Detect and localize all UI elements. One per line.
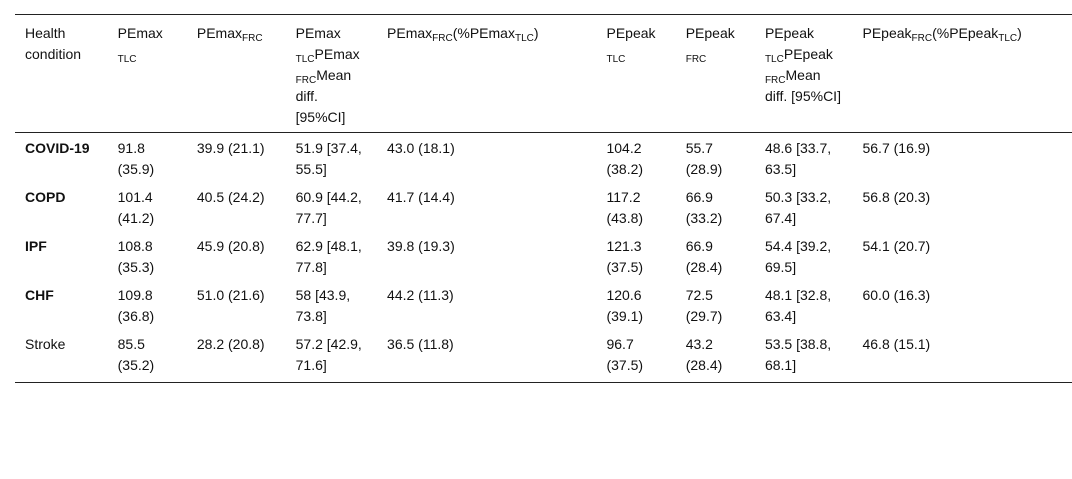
header-pepeak-tlc: PEpeak $_{TLC}$: [606, 25, 656, 65]
cell-pemax-percent: 39.8 (19.3): [387, 238, 455, 254]
cell-pepeak-diff: 54.4 [39.2, 69.5]: [764, 238, 832, 275]
table-body: [15, 133, 1072, 383]
cell-pepeak-diff: 53.5 [38.8, 68.1]: [764, 336, 832, 373]
header-pepeak-percent: PEpeak$_{FRC}$(%PEpeak$_{TLC}$): [862, 25, 1022, 44]
cell-pepeak-tlc: 117.2 (43.8): [606, 189, 644, 226]
table-row: [15, 231, 1072, 280]
cell-pemax-diff: 51.9 [37.4, 55.5]: [295, 140, 362, 177]
cell-pemax-frc: 28.2 (20.8): [196, 336, 265, 352]
cell-pemax-frc: 40.5 (24.2): [196, 189, 265, 205]
cell-pepeak-diff: 48.6 [33.7, 63.5]: [764, 140, 832, 177]
cell-pepeak-frc: 66.9 (33.2): [685, 189, 723, 226]
cell-pepeak-percent: 54.1 (20.7): [862, 238, 931, 254]
cell-pepeak-frc: 55.7 (28.9): [685, 140, 723, 177]
cell-pepeak-diff: 50.3 [33.2, 67.4]: [764, 189, 832, 226]
header-health-condition: Health condition: [25, 25, 82, 62]
cell-pemax-diff: 62.9 [48.1, 77.8]: [295, 238, 362, 275]
cell-pemax-tlc: 108.8 (35.3): [117, 238, 155, 275]
cell-pemax-percent: 44.2 (11.3): [387, 287, 454, 303]
cell-condition: COVID-19: [25, 140, 90, 156]
cell-pemax-tlc: 109.8 (36.8): [117, 287, 155, 324]
header-pemax-percent: PEmax$_{FRC}$(%PEmax$_{TLC}$): [387, 25, 539, 44]
cell-pemax-tlc: 85.5 (35.2): [117, 336, 155, 373]
cell-pemax-frc: 45.9 (20.8): [196, 238, 265, 254]
cell-pepeak-diff: 48.1 [32.8, 63.4]: [764, 287, 832, 324]
cell-pemax-tlc: 101.4 (41.2): [117, 189, 155, 226]
results-table: [15, 14, 1072, 383]
table-row: [15, 133, 1072, 183]
cell-pemax-diff: 58 [43.9, 73.8]: [295, 287, 351, 324]
cell-pemax-percent: 36.5 (11.8): [387, 336, 454, 352]
header-row: [15, 15, 1072, 133]
cell-pepeak-frc: 72.5 (29.7): [685, 287, 723, 324]
cell-pemax-diff: 60.9 [44.2, 77.7]: [295, 189, 362, 226]
cell-condition: IPF: [25, 238, 47, 254]
cell-pemax-percent: 41.7 (14.4): [387, 189, 455, 205]
cell-pepeak-tlc: 120.6 (39.1): [606, 287, 644, 324]
cell-pemax-percent: 43.0 (18.1): [387, 140, 455, 156]
cell-pemax-diff: 57.2 [42.9, 71.6]: [295, 336, 362, 373]
cell-condition: CHF: [25, 287, 54, 303]
header-pemax-frc: PEmax$_{FRC}$: [196, 25, 263, 44]
cell-condition: COPD: [25, 189, 66, 205]
cell-pepeak-tlc: 104.2 (38.2): [606, 140, 644, 177]
cell-pepeak-tlc: 96.7 (37.5): [606, 336, 644, 373]
cell-pepeak-percent: 60.0 (16.3): [862, 287, 931, 303]
cell-condition: Stroke: [25, 336, 66, 352]
table-row: [15, 280, 1072, 329]
cell-pemax-frc: 39.9 (21.1): [196, 140, 265, 156]
table-row: [15, 329, 1072, 383]
cell-pepeak-frc: 66.9 (28.4): [685, 238, 723, 275]
header-pepeak-frc: PEpeak $_{FRC}$: [685, 25, 735, 65]
table-row: [15, 182, 1072, 231]
cell-pepeak-frc: 43.2 (28.4): [685, 336, 723, 373]
cell-pemax-frc: 51.0 (21.6): [196, 287, 265, 303]
header-pemax-tlc: PEmax $_{TLC}$: [117, 25, 163, 65]
table-header: [15, 15, 1072, 133]
cell-pepeak-percent: 56.7 (16.9): [862, 140, 931, 156]
cell-pepeak-percent: 46.8 (15.1): [862, 336, 931, 352]
cell-pemax-tlc: 91.8 (35.9): [117, 140, 155, 177]
cell-pepeak-tlc: 121.3 (37.5): [606, 238, 644, 275]
cell-pepeak-percent: 56.8 (20.3): [862, 189, 931, 205]
header-pemax-diff: PEmax $_{TLC}$PEmax $_{FRC}$Mean diff. [95%CI]: [295, 25, 360, 125]
header-pepeak-diff: PEpeak $_{TLC}$PEpeak $_{FRC}$Mean diff. [95%CI]: [764, 25, 841, 104]
